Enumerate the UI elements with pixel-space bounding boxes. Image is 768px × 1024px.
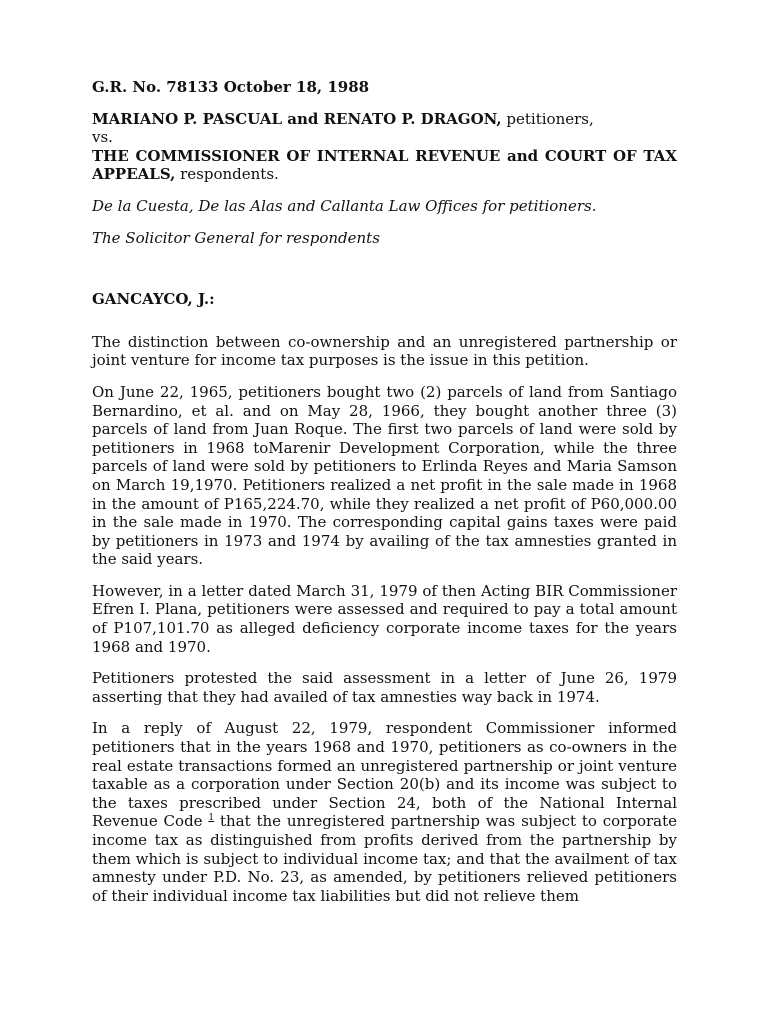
petitioners-names: MARIANO P. PASCUAL and RENATO P. DRAGON, (92, 109, 502, 128)
ponente: GANCAYCO, J.: (92, 290, 215, 309)
paragraph-4: Petitioners protested the said assessment in a letter of June 26, 1979 asserting that they had availed of tax amnesties way back in 1974. (92, 669, 677, 706)
paragraph-5 (92, 719, 677, 905)
paragraph-5-part-b: that the unregistered partnership was subject to corporate income tax as distinguished from profits derived from the partnership by them which is subject to individual income tax; and that the availment of tax amnesty under P.D. No. 23, as amended, by petitioners relieved petitioners of their individual income tax liabilities but did not relieve them (92, 812, 677, 905)
versus: vs. (92, 128, 113, 147)
case-number: G.R. No. 78133 October 18, 1988 (92, 78, 370, 96)
respondents-names: THE COMMISSIONER OF INTERNAL REVENUE and COURT OF TAX APPEALS, (92, 146, 677, 184)
paragraph-3: However, in a letter dated March 31, 1979 of then Acting BIR Commissioner Efren I. Plana, petitioners were assessed and required to pay a total amount of P107,101.70 as alleged deficiency corporate income taxes for the years 1968 and 1970. (92, 581, 677, 656)
counsel-respondents: The Solicitor General for respondents (92, 228, 380, 247)
case-caption (92, 110, 677, 184)
counsel-petitioners: De la Cuesta, De las Alas and Callanta Law Offices for petitioners. (92, 196, 597, 215)
paragraph-5-part-a: In a reply of August 22, 1979, respondent Commissioner informed petitioners that in the years 1968 and 1970, petitioners as co-owners in the real estate transactions formed an unregistered partnership or joint venture taxable as a corporation under Section 20(b) and its income was subject to the taxes prescribed under Section 24, both of the National Internal Revenue Code (92, 719, 677, 831)
petitioners-role: petitioners, (501, 109, 594, 128)
respondents-role: respondents. (175, 165, 279, 184)
document-page (92, 78, 677, 905)
paragraph-1: The distinction between co-ownership and an unregistered partnership or joint venture for income tax purposes is the issue in this petition. (92, 332, 677, 370)
footnote-link[interactable]: 1 (208, 813, 215, 824)
paragraph-2: On June 22, 1965, petitioners bought two (2) parcels of land from Santiago Bernardino, et al. and on May 28, 1966, they bought another three (3) parcels of land from Juan Roque. The first two parcels of land were sold by petitioners in 1968 toMarenir Development Corporation, while the three parcels of land were sold by petitioners to Erlinda Reyes and Maria Samson on March 19,1970. Petitioners realized a net profit in the sale made in 1968 in the amount of P165,224.70, while they realized a net profit of P60,000.00 in the sale made in 1970. The corresponding capital gains taxes were paid by petitioners in 1973 and 1974 by availing of the tax amnesties granted in the said years. (92, 382, 677, 569)
